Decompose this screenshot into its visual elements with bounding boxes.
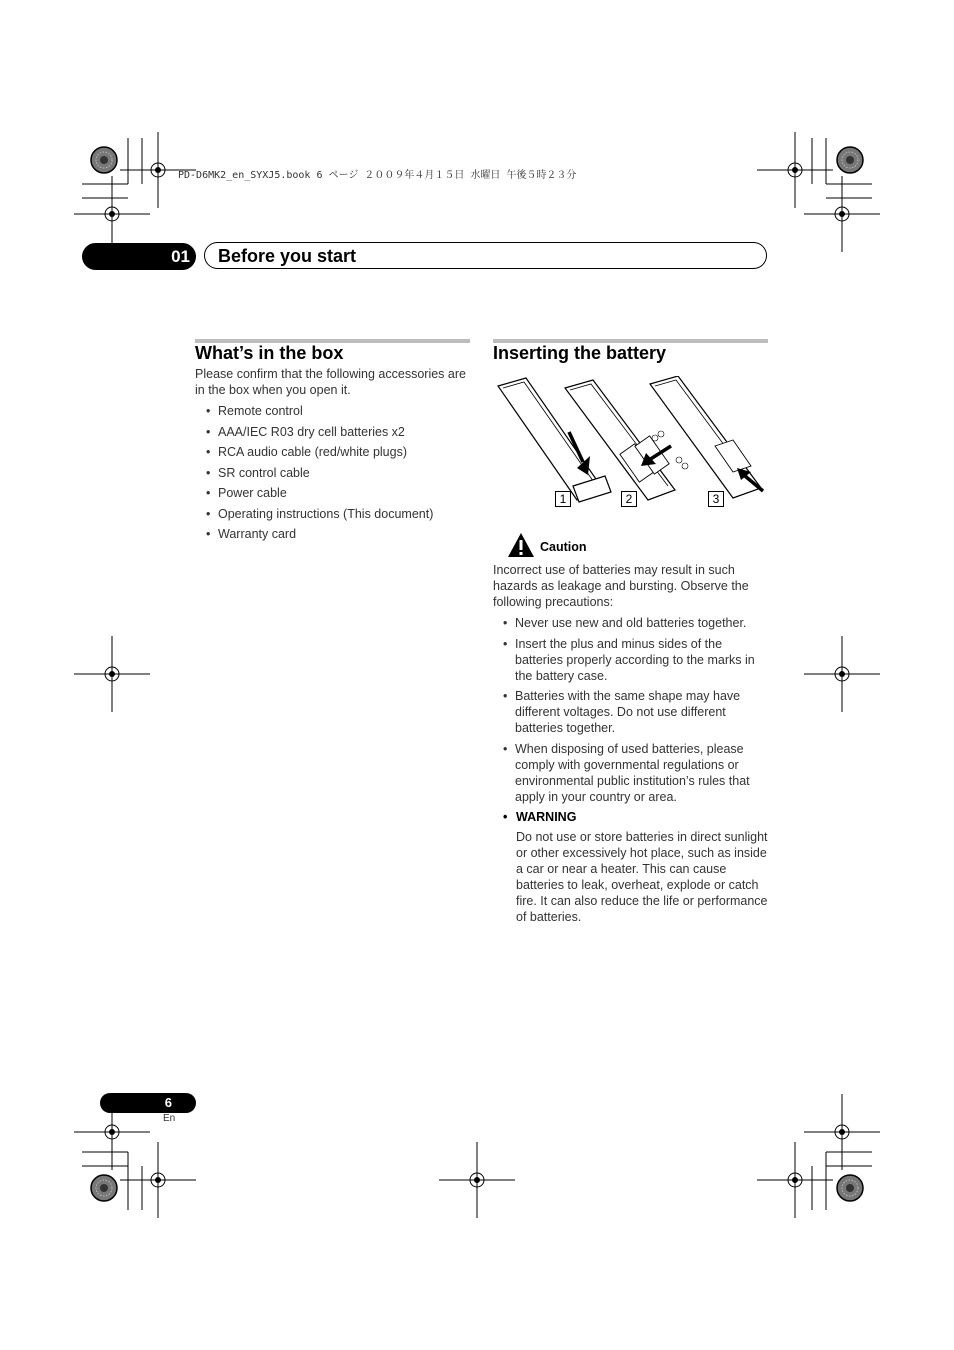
warning-text: Do not use or store batteries in direct sunlight or other excessively hot place, such as inside a car or near a heater. This can cause batteries to leak, overheat, explode or catch fire. It can also reduce the life or performance of batteries. — [516, 830, 768, 924]
page-language: En — [163, 1113, 176, 1124]
whats-in-box-intro: Please confirm that the following accessories are in the box when you open it. — [195, 367, 466, 397]
warning-triangle-icon — [507, 532, 535, 558]
list-item: • Never use new and old batteries together. — [493, 615, 768, 631]
list-item: • Warranty card — [196, 526, 471, 542]
inserting-battery-heading: Inserting the battery — [493, 343, 667, 363]
print-header: PD-D6MK2_en_SYXJ5.book 6 ページ ２００９年４月１５日 水曜日 午後５時２３分 — [178, 170, 577, 181]
list-item: • Operating instructions (This document) — [196, 506, 471, 522]
step-1-label: 1 — [555, 491, 571, 507]
warning-label: WARNING — [516, 810, 577, 824]
list-item: • SR control cable — [196, 465, 471, 481]
page-number: 6 — [164, 1095, 172, 1110]
chapter-title: Before you start — [218, 246, 357, 266]
list-item: • Insert the plus and minus sides of the batteries properly according to the marks in the battery case. — [493, 636, 768, 684]
list-item: • Remote control — [196, 403, 471, 419]
caution-intro: Incorrect use of batteries may result in such hazards as leakage and bursting. Observe the following precautions: — [493, 563, 749, 609]
chapter-number: 01 — [171, 247, 190, 266]
caution-label: Caution — [540, 540, 587, 554]
list-item: • When disposing of used batteries, please comply with governmental regulations or environmental public institution’s rules that apply in your country or area. — [493, 741, 768, 805]
precautions-list — [493, 615, 768, 809]
step-3-label: 3 — [708, 491, 724, 507]
step-2-label: 2 — [621, 491, 637, 507]
accessory-list — [196, 403, 471, 547]
whats-in-box-heading: What’s in the box — [195, 343, 344, 363]
list-item: • AAA/IEC R03 dry cell batteries x2 — [196, 424, 471, 440]
list-item: • RCA audio cable (red/white plugs) — [196, 444, 471, 460]
list-item: • Batteries with the same shape may have different voltages. Do not use different batteries together. — [493, 688, 768, 736]
list-item: • Power cable — [196, 485, 471, 501]
